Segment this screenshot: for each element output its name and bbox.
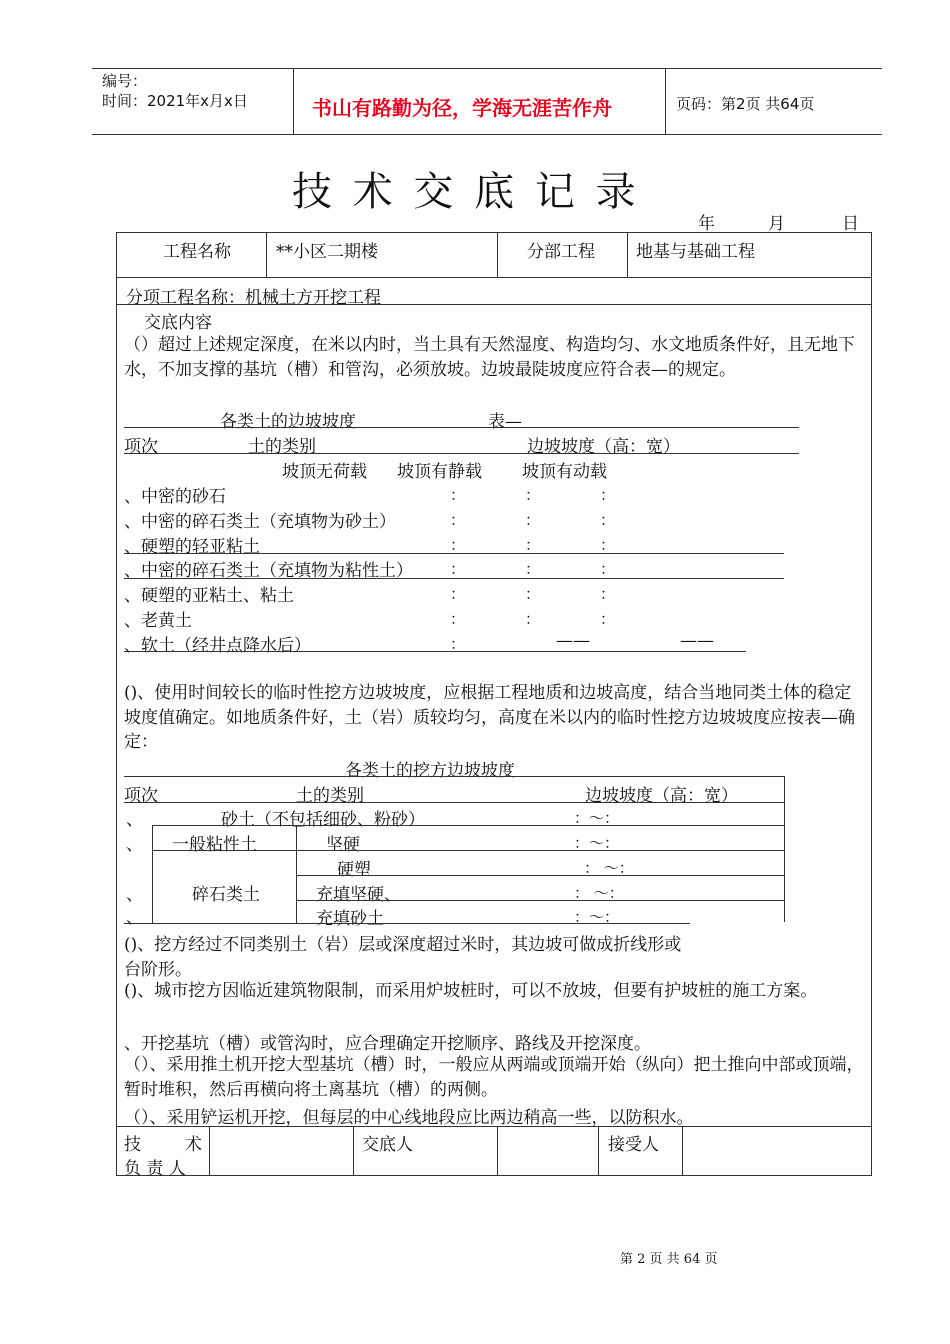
table2-row-rule xyxy=(152,825,784,826)
table2-plastic: 硬塑 xyxy=(337,860,371,880)
header-divider xyxy=(665,68,666,134)
table1-row-value: —— xyxy=(556,631,590,651)
signoff-divider xyxy=(353,1126,354,1175)
table2-col-slope: 边坡坡度（高：宽） xyxy=(585,786,738,806)
content-heading: 交底内容 xyxy=(144,313,212,333)
table1-sub-dynamic-load: 坡顶有动载 xyxy=(522,462,607,482)
table1-row-value: ： xyxy=(600,610,616,628)
table2-filled-sand: 充填砂土 xyxy=(316,909,384,929)
tech-lead-label-2: 术 xyxy=(185,1135,202,1155)
tech-lead-label-1: 技 xyxy=(124,1135,141,1155)
division-value: 地基与基础工程 xyxy=(636,242,755,262)
signoff-divider xyxy=(209,1126,210,1175)
table2-row-rule xyxy=(152,850,784,851)
paragraph-4: ()、城市挖方因临近建筑物限制，而采用炉坡桩时，可以不放坡，但要有护坡桩的施工方案。 xyxy=(124,981,818,1001)
table2-caption: 各类土的挖方边坡坡度 xyxy=(345,761,515,781)
table1-row-value: ： xyxy=(450,635,466,653)
table1-row-name: 、硬塑的轻亚粘土 xyxy=(124,537,260,557)
signoff-divider xyxy=(497,1126,498,1175)
table2-divider xyxy=(296,825,297,923)
table1-rule xyxy=(124,453,799,454)
table1-row-value: ： xyxy=(525,486,541,504)
info-divider xyxy=(266,232,267,277)
table1-row-value: ： xyxy=(525,560,541,578)
time-label: 时间：2021年x月x日 xyxy=(102,92,248,110)
table1-row-rule xyxy=(124,578,784,579)
discloser-label: 交底人 xyxy=(362,1135,413,1155)
table2-rule xyxy=(124,776,784,777)
table2-item-4: 、 xyxy=(126,908,143,928)
paragraph-2: ()、使用时间较长的临时性挖方边坡坡度，应根据工程地质和边坡高度，结合当地同类土体的稳定坡度值确定。如地质条件好，土（岩）质较均匀，高度在米以内的临时性挖方边坡坡度应按表—确定： xyxy=(124,683,855,753)
signoff-divider xyxy=(682,1126,683,1175)
table1-row-value: ： xyxy=(600,585,616,603)
paragraph-1: （）超过上述规定深度，在米以内时，当土具有天然湿度、构造均匀、水文地质条件好，且无地下水，不加支撑的基坑（槽）和管沟，必须放坡。边坡最陡坡度应符合表—的规定。 xyxy=(124,335,855,380)
table1-row-value: ： xyxy=(525,585,541,603)
table1-row-value: ： xyxy=(450,610,466,628)
division-label: 分部工程 xyxy=(527,242,595,262)
project-name-value: **小区二期楼 xyxy=(276,242,378,262)
table1-row-name: 、硬塑的亚粘土、粘土 xyxy=(124,586,294,606)
table1-row-rule xyxy=(124,553,784,554)
table2-rule xyxy=(124,802,784,803)
table2-value: ：～： xyxy=(574,809,620,827)
table2-col-soil: 土的类别 xyxy=(296,786,364,806)
table1-caption: 各类土的边坡坡度 xyxy=(220,412,356,432)
table2-bottom-rule xyxy=(124,923,690,924)
header-divider xyxy=(293,68,294,134)
table2-value: ：～： xyxy=(574,908,620,926)
table1-row-value: ： xyxy=(450,560,466,578)
form-left-border xyxy=(116,232,117,1176)
table1-row-value: ： xyxy=(525,536,541,554)
paragraph-3a: ()、挖方经过不同类别土（岩）层或深度超过米时，其边坡可做成折线形或 xyxy=(124,935,682,955)
subitem-name: 分项工程名称：机械土方开挖工程 xyxy=(126,288,381,308)
table1-bottom-rule xyxy=(124,651,746,652)
table1-row-value: ： xyxy=(600,511,616,529)
table2-row-rule xyxy=(296,900,784,901)
table1-row-name: 、老黄土 xyxy=(124,611,192,631)
form-top-border xyxy=(116,232,872,233)
table1-row-value: ： xyxy=(450,536,466,554)
table2-item-3: 、 xyxy=(126,885,143,905)
table1-row-value: ： xyxy=(450,486,466,504)
table1-row-value: ： xyxy=(450,511,466,529)
table2-filled-hard: 充填坚硬、 xyxy=(316,885,401,905)
table2-row-rule xyxy=(296,875,784,876)
table1-row-name: 、中密的砂石 xyxy=(124,487,226,507)
table2-col-item: 项次 xyxy=(124,786,158,806)
table1-row-value: —— xyxy=(680,631,714,651)
header-bottom-rule xyxy=(92,134,882,135)
signoff-divider xyxy=(598,1126,599,1175)
form-right-border xyxy=(871,232,872,1176)
table1-sub-no-load: 坡顶无荷载 xyxy=(282,462,367,482)
table2-hard: 坚硬 xyxy=(326,835,360,855)
table1-sub-static-load: 坡顶有静载 xyxy=(397,462,482,482)
table1-row-value: ： xyxy=(525,511,541,529)
table2-item-1: 、 xyxy=(126,810,143,830)
table2-value: ： ～： xyxy=(584,859,634,877)
table1-row-value: ： xyxy=(600,486,616,504)
table2-sand-soil: 砂土（不包括细砂、粉砂） xyxy=(221,810,425,830)
table1-col-slope: 边坡坡度（高：宽） xyxy=(527,437,680,457)
table1-row-value: ： xyxy=(450,585,466,603)
table1-row-name: 、中密的碎石类土（充填物为粘性土） xyxy=(124,561,413,581)
table2-value: ：～： xyxy=(574,834,620,852)
table1-rule xyxy=(124,427,799,428)
table1-row-value: ： xyxy=(525,610,541,628)
paragraph-7: （）、采用铲运机开挖，但每层的中心线地段应比两边稍高一些，以防积水。 xyxy=(124,1108,694,1128)
date-day: 日 xyxy=(842,214,859,234)
table2-clay-group: 一般粘性土 xyxy=(172,835,257,855)
info-divider xyxy=(627,232,628,277)
date-month: 月 xyxy=(768,214,785,234)
table1-row-value: ： xyxy=(600,536,616,554)
motto: 书山有路勤为径，学海无涯苦作舟 xyxy=(312,96,612,120)
table1-number: 表— xyxy=(488,412,522,432)
page-footer: 第 2 页 共 64 页 xyxy=(620,1252,718,1267)
table2-divider xyxy=(784,776,785,922)
paragraph-3b: 台阶形。 xyxy=(124,960,192,980)
document-title: 技 术 交 底 记 录 xyxy=(292,169,640,215)
info-divider xyxy=(497,232,498,277)
table1-col-item: 项次 xyxy=(124,437,158,457)
table1-row-value: ： xyxy=(600,560,616,578)
table2-value: ： ～： xyxy=(574,884,624,902)
tech-lead-label-3: 负 责 人 xyxy=(124,1159,186,1179)
table2-item-2: 、 xyxy=(126,835,143,855)
page-info: 页码：第2页 共64页 xyxy=(676,95,815,113)
receiver-label: 接受人 xyxy=(608,1135,659,1155)
header-top-rule xyxy=(92,68,882,69)
form-bottom-border xyxy=(116,1175,872,1176)
serial-label: 编号： xyxy=(102,72,148,90)
table1-row-name: 、软土（经井点降水后） xyxy=(124,636,311,656)
project-name-label: 工程名称 xyxy=(163,242,231,262)
table1-col-soil: 土的类别 xyxy=(248,437,316,457)
form-rule xyxy=(116,277,872,278)
paragraph-5: 、开挖基坑（槽）或管沟时，应合理确定开挖顺序、路线及开挖深度。 xyxy=(124,1034,651,1054)
table2-gravel-group: 碎石类土 xyxy=(192,885,260,905)
table2-divider xyxy=(152,825,153,923)
table1-row-name: 、中密的碎石类土（充填物为砂土） xyxy=(124,512,396,532)
paragraph-6: （）、采用推土机开挖大型基坑（槽）时，一般应从两端或顶端开始（纵向）把土推向中部或顶端，暂时堆积，然后再横向将土离基坑（槽）的两侧。 xyxy=(124,1055,864,1100)
date-year: 年 xyxy=(698,214,715,234)
